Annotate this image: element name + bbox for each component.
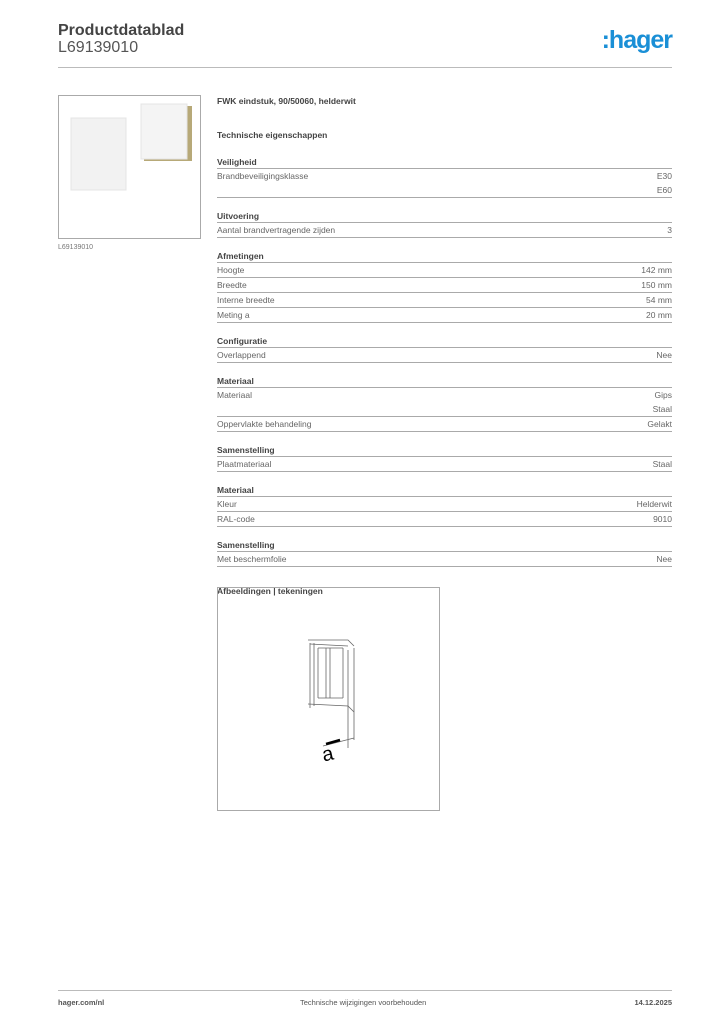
spec-label: Materiaal [217, 390, 252, 400]
spec-value-line: Staal [652, 459, 672, 469]
spec-row [217, 388, 672, 417]
product-name: FWK eindstuk, 90/50060, helderwit [217, 96, 356, 106]
spec-row [217, 308, 672, 323]
spec-row [217, 223, 672, 238]
spec-value-line: Gips [654, 390, 672, 400]
section-heading: Samenstelling [217, 443, 672, 457]
spec-value-line: Helderwit [636, 499, 672, 509]
hager-logo: :hager [601, 26, 672, 54]
spec-label: Interne breedte [217, 295, 275, 305]
spec-value [667, 223, 672, 237]
spec-label: Hoogte [217, 265, 245, 275]
footer-site[interactable]: hager.com/nl [58, 998, 105, 1007]
technical-drawing [217, 587, 440, 811]
drawings-heading: Afbeeldingen | tekeningen [217, 586, 323, 596]
section-heading: Samenstelling [217, 538, 672, 552]
spec-value-line: Gelakt [647, 419, 672, 429]
spec-value [637, 497, 672, 511]
spec-value [641, 278, 672, 292]
spec-value-line: Staal [652, 404, 672, 414]
spec-label: Plaatmateriaal [217, 459, 272, 469]
spec-value-line: 9010 [653, 514, 672, 524]
section-heading: Materiaal [217, 374, 672, 388]
footer-date: 14.12.2025 [634, 998, 672, 1007]
spec-value [641, 263, 672, 277]
footer-divider [58, 990, 672, 991]
spec-value [646, 293, 672, 307]
divider [58, 67, 672, 68]
section-heading: Configuratie [217, 334, 672, 348]
product-code: L69139010 [58, 39, 139, 56]
spec-row [217, 263, 672, 278]
spec-value-line: E60 [656, 185, 672, 195]
section-heading: Materiaal [217, 483, 672, 497]
section-heading: Uitvoering [217, 209, 672, 223]
spec-label: Breedte [217, 280, 247, 290]
spec-row [217, 278, 672, 293]
product-image [58, 95, 201, 239]
page-title: Productdatablad [58, 22, 185, 39]
spec-value [657, 169, 672, 197]
spec-value [653, 512, 672, 526]
spec-label: Overlappend [217, 350, 266, 360]
spec-label: Met beschermfolie [217, 554, 287, 564]
dimension-label: a [320, 742, 336, 767]
spec-value [653, 457, 672, 471]
spec-value-line: Nee [656, 554, 672, 564]
spec-label: Aantal brandvertragende zijden [217, 225, 336, 235]
section-heading: Veiligheid [217, 155, 672, 169]
spec-value [646, 308, 672, 322]
spec-label: RAL-code [217, 514, 255, 524]
spec-label: Kleur [217, 499, 237, 509]
spec-row [217, 293, 672, 308]
spec-row [217, 169, 672, 198]
section-heading: Afmetingen [217, 249, 672, 263]
spec-value [656, 552, 672, 566]
spec-value [647, 417, 672, 431]
tech-heading: Technische eigenschappen [217, 130, 328, 140]
spec-label: Brandbeveiligingsklasse [217, 171, 309, 181]
spec-value-line: 150 mm [641, 280, 672, 290]
spec-row [217, 348, 672, 363]
spec-label: Meting a [217, 310, 250, 320]
spec-value-line: E30 [656, 171, 672, 181]
footer-note: Technische wijzigingen voorbehouden [300, 998, 427, 1007]
spec-row [217, 417, 672, 432]
spec-row [217, 457, 672, 472]
spec-value-line: 54 mm [646, 295, 672, 305]
spec-column [217, 96, 672, 598]
spec-value-line: 3 [667, 225, 672, 235]
spec-value [653, 388, 672, 416]
spec-value-line: Nee [656, 350, 672, 360]
spec-row [217, 497, 672, 512]
spec-row [217, 512, 672, 527]
spec-value-line: 142 mm [641, 265, 672, 275]
spec-value-line: 20 mm [646, 310, 672, 320]
spec-row [217, 552, 672, 567]
image-caption: L69139010 [58, 244, 94, 251]
spec-value [656, 348, 672, 362]
spec-label: Oppervlakte behandeling [217, 419, 312, 429]
